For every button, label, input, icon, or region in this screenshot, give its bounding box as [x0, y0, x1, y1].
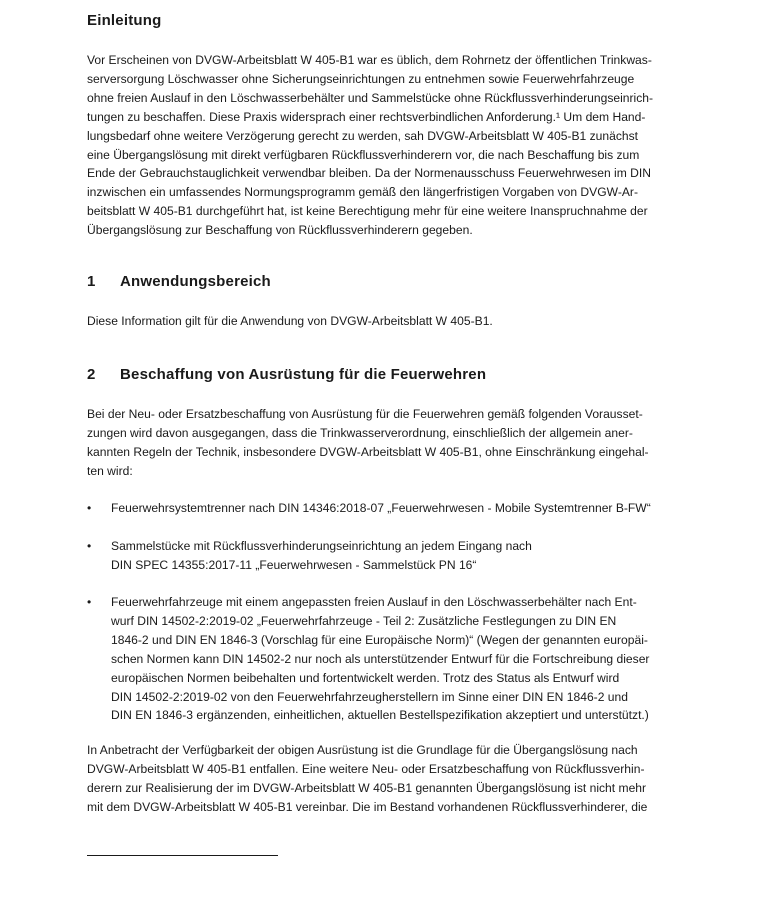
footnote-separator [87, 855, 278, 856]
section2-heading [87, 366, 486, 383]
section2-title: Beschaffung von Ausrüstung für die Feuerwehren [120, 366, 487, 383]
bullet-marker: • [87, 501, 92, 515]
section2-closing-paragraph [87, 741, 677, 817]
text-line: Ende der Gebrauchstauglichkeit verwendbar bleiben. Da der Normenausschuss Feuerwehrwesen im DIN [87, 166, 651, 181]
text-line: derern zur Realisierung der im DVGW-Arbeitsblatt W 405-B1 genannten Übergangslösung ist nicht mehr [87, 780, 647, 795]
text-line: DIN 14502-2:2019-02 von den Feuerwehrfahrzeugherstellern im Sinne einer DIN EN 1846-2 und [111, 689, 628, 704]
text-line: beitsblatt W 405-B1 durchgeführt hat, ist keine Berechtigung mehr für eine weitere Inanspruchnahme der [87, 204, 648, 219]
text-line: inzwischen ein umfassendes Normungsprogramm gemäß den längerfristigen Vorgaben von DVGW-Ar- [87, 185, 638, 200]
section2-number: 2 [87, 366, 96, 383]
text-line: wurf DIN 14502-2:2019-02 „Feuerwehrfahrzeuge - Teil 2: Zusätzliche Festlegungen zu DIN EN [111, 613, 617, 628]
text-line: ten wird: [87, 463, 133, 478]
text-line: ohne freien Auslauf in den Löschwasserbehälter und Sammelstücke ohne Rückflussverhinderungseinrich- [87, 90, 654, 105]
text-line: DIN EN 1846-3 ergänzenden, einheitlichen, aktuellen Bestellspezifikation akzeptiert und unterstützt.) [111, 708, 649, 723]
text-line: Übergangslösung zur Beschaffung von Rückflussverhinderern gegeben. [87, 223, 473, 238]
bullet-marker: • [87, 539, 92, 553]
text-line: Feuerwehrsystemtrenner nach DIN 14346:2018-07 „Feuerwehrwesen - Mobile Systemtrenner B-FW“ [111, 501, 651, 515]
text-line: schen Normen kann DIN 14502-2 nur noch als unterstützender Entwurf für die Fortschreibung dieser [111, 651, 650, 666]
text-line: DIN SPEC 14355:2017-11 „Feuerwehrwesen - Sammelstück PN 16“ [111, 557, 477, 572]
text-line: europäischen Normen beibehalten und fortentwickelt werden. Trotz des Status als Entwurf wird [111, 670, 620, 685]
text-line: Sammelstücke mit Rückflussverhinderungseinrichtung an jedem Eingang nach [111, 539, 532, 553]
bullet-item [111, 499, 651, 518]
text-line: Bei der Neu- oder Ersatzbeschaffung von Ausrüstung für die Feuerwehren gemäß folgenden Vorausset- [87, 407, 643, 421]
bullet-item [111, 593, 649, 725]
section1-number: 1 [87, 273, 96, 290]
text-line: In Anbetracht der Verfügbarkeit der obigen Ausrüstung ist die Grundlage für die Übergangslösung nach [87, 743, 638, 757]
intro-title: Einleitung [87, 12, 162, 29]
bullet-marker: • [87, 595, 92, 609]
text-line: lungsbedarf ohne weitere Verzögerung gerecht zu werden, sah DVGW-Arbeitsblatt W 405-B1 zunächst [87, 128, 639, 143]
text-line: kannten Regeln der Technik, insbesondere DVGW-Arbeitsblatt W 405-B1, ohne Einschränkung eingehal- [87, 444, 649, 459]
text-line: Vor Erscheinen von DVGW-Arbeitsblatt W 405-B1 war es üblich, dem Rohrnetz der öffentlichen Trinkwas- [87, 53, 652, 67]
section1-title: Anwendungsbereich [120, 273, 271, 290]
text-line: DVGW-Arbeitsblatt W 405-B1 entfallen. Eine weitere Neu- oder Ersatzbeschaffung von Rückflussverhin- [87, 761, 645, 776]
text-line: Diese Information gilt für die Anwendung von DVGW-Arbeitsblatt W 405-B1. [87, 314, 493, 328]
text-line: 1846-2 und DIN EN 1846-3 (Vorschlag für eine Europäische Norm)“ (Wegen der genannten europäi- [111, 632, 648, 647]
section1-paragraph [87, 312, 677, 331]
text-line: Feuerwehrfahrzeuge mit einem angepassten freien Auslauf in den Löschwasserbehälter nach Ent- [111, 595, 637, 609]
intro-heading [87, 12, 162, 29]
text-line: zungen wird davon ausgegangen, dass die Trinkwasserverordnung, einschließlich der allgemein aner- [87, 425, 633, 440]
text-line: mit dem DVGW-Arbeitsblatt W 405-B1 vereinbar. Die im Bestand vorhandenen Rückflussverhinderer, die [87, 799, 648, 814]
section1-heading [87, 273, 271, 290]
section2-intro-paragraph [87, 405, 677, 481]
bullet-item [111, 537, 532, 575]
text-line: tungen zu beschaffen. Diese Praxis widersprach einer rechtsverbindlichen Anforderung.¹ Um dem Hand- [87, 109, 646, 124]
intro-paragraph [87, 51, 677, 240]
text-line: eine Übergangslösung mit direkt verfügbaren Rückflussverhinderern vor, die nach Beschaffung bis zum [87, 147, 640, 162]
text-line: serversorgung Löschwasser ohne Sicherungseinrichtungen zu entnehmen sowie Feuerwehrfahrzeuge [87, 71, 635, 86]
